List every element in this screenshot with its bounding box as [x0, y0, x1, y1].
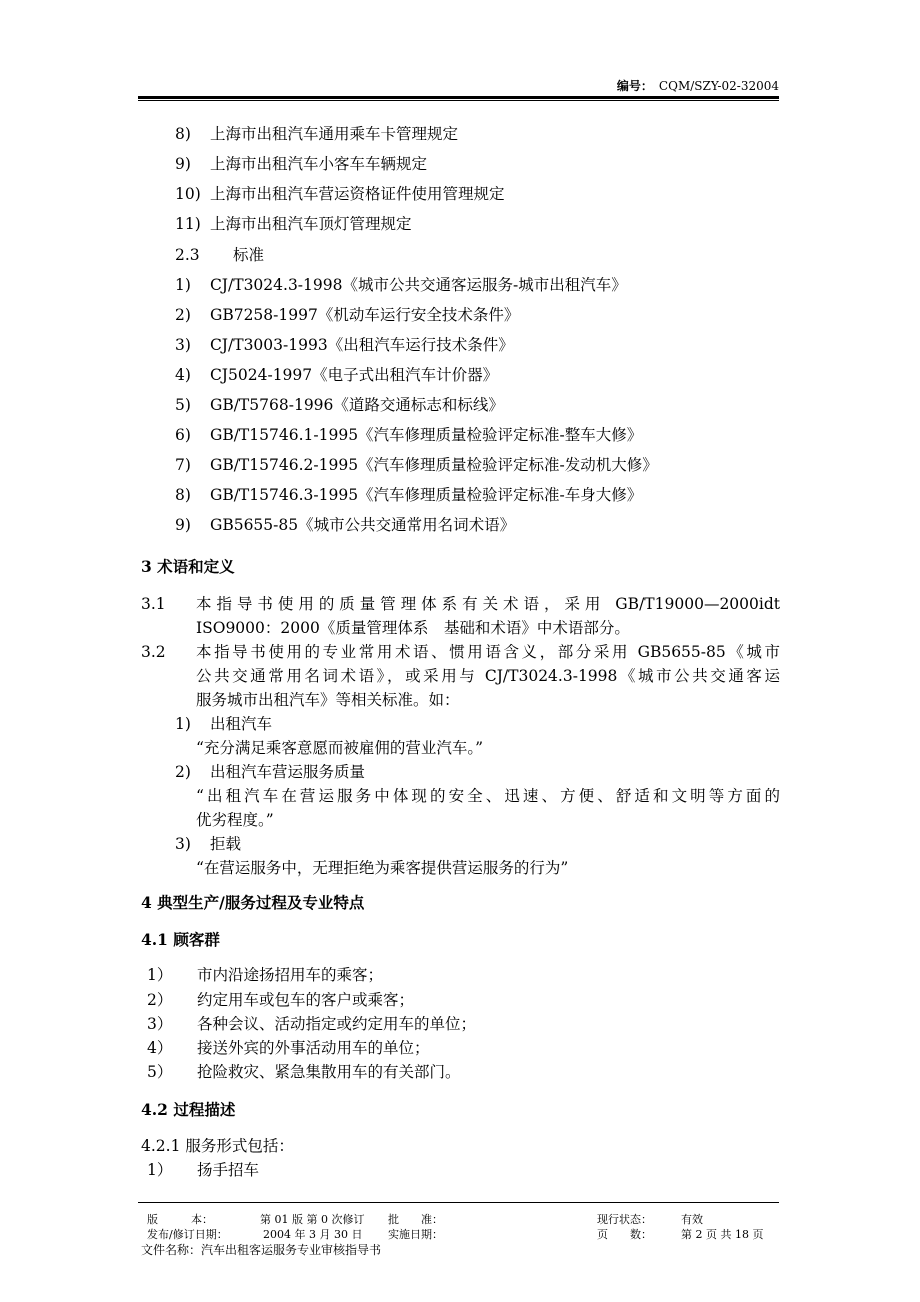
- list-item: 2） 约定用车或包车的客户或乘客；: [147, 991, 415, 1009]
- doc-code: [617, 77, 779, 94]
- header-rule-thin: [138, 100, 779, 101]
- section-3-title: 3 术语和定义: [141, 557, 235, 576]
- list-item: 8) 上海市出租汽车通用乘车卡管理规定: [175, 125, 458, 143]
- list-item: 10) 上海市出租汽车营运资格证件使用管理规定: [175, 185, 505, 203]
- list-item: 3) CJ/T3003-1993《出租汽车运行技术条件》: [175, 336, 514, 354]
- footer-pages-label: 页 数：: [597, 1228, 652, 1241]
- footer-impl-label: 实施日期：: [388, 1228, 443, 1241]
- term-item: 1) 出租汽车: [175, 715, 272, 733]
- term-definition: “出租汽车在营运服务中体现的安全、迅速、方便、舒适和文明等方面的: [196, 787, 780, 805]
- footer-date-value: 2004 年 3 月 30 日: [263, 1228, 363, 1241]
- footer-status-value: 有效: [681, 1213, 703, 1226]
- term-definition: “在营运服务中，无理拒绝为乘客提供营运服务的行为”: [196, 859, 569, 877]
- para-3-1-line: 本指导书使用的质量管理体系有关术语，采用 GB/T19000—2000idt: [196, 595, 780, 613]
- list-item: 6) GB/T15746.1-1995《汽车修理质量检验评定标准-整车大修》: [175, 426, 643, 444]
- term-definition: “充分满足乘客意愿而被雇佣的营业汽车。”: [196, 739, 484, 757]
- list-item: 1） 市内沿途扬招用车的乘客；: [147, 966, 384, 984]
- footer-approve-label: 批 准：: [388, 1213, 443, 1226]
- para-3-2-line: 本指导书使用的专业常用术语、惯用语含义，部分采用 GB5655-85《城市: [196, 643, 780, 661]
- list-item: 2) GB7258-1997《机动车运行安全技术条件》: [175, 306, 520, 324]
- doc-code-label: 编号：: [616, 79, 653, 93]
- para-3-2-line: 公共交通常用名词术语》，或采用与 CJ/T3024.3-1998《城市公共交通客运: [196, 667, 780, 685]
- footer-version-label: 版 本：: [147, 1213, 213, 1226]
- term-item: 2) 出租汽车营运服务质量: [175, 763, 365, 781]
- list-item: 1) CJ/T3024.3-1998《城市公共交通客运服务-城市出租汽车》: [175, 276, 627, 294]
- section-4-1-title: 4.1 顾客群: [141, 930, 220, 949]
- footer-date-label: 发布/修订日期：: [147, 1228, 228, 1241]
- para-3-2-line: 服务城市出租汽车》等相关标准。如：: [196, 691, 460, 709]
- list-item: 8) GB/T15746.3-1995《汽车修理质量检验评定标准-车身大修》: [175, 486, 643, 504]
- para-3-1-line: ISO9000：2000《质量管理体系 基础和术语》中术语部分。: [196, 619, 630, 637]
- para-3-1-num: 3.1: [141, 595, 166, 613]
- para-3-2-num: 3.2: [141, 643, 166, 661]
- list-item: 11) 上海市出租汽车顶灯管理规定: [175, 215, 412, 233]
- list-item: 4) CJ5024-1997《电子式出租汽车计价器》: [175, 366, 499, 384]
- list-item: 1） 扬手招车: [147, 1161, 260, 1179]
- section-4-2-title: 4.2 过程描述: [141, 1100, 236, 1119]
- standards-heading: 2.3 标准: [175, 246, 265, 264]
- footer-pages-value: 第 2 页 共 18 页: [681, 1228, 764, 1241]
- section-4-title: 4 典型生产/服务过程及专业特点: [141, 893, 365, 912]
- list-item: 5) GB/T5768-1996《道路交通标志和标线》: [175, 396, 504, 414]
- footer-filename: 文件名称：汽车出租客运服务专业审核指导书: [141, 1243, 382, 1257]
- list-item: 5） 抢险救灾、紧急集散用车的有关部门。: [147, 1063, 461, 1081]
- footer-status-label: 现行状态：: [597, 1213, 652, 1226]
- list-item: 9) GB5655-85《城市公共交通常用名词术语》: [175, 516, 516, 534]
- term-definition: 优劣程度。”: [196, 811, 274, 829]
- list-item: 3） 各种会议、活动指定或约定用车的单位；: [147, 1015, 477, 1033]
- list-item: 7) GB/T15746.2-1995《汽车修理质量检验评定标准-发动机大修》: [175, 456, 658, 474]
- list-item: 9) 上海市出租汽车小客车车辆规定: [175, 155, 427, 173]
- term-item: 3) 拒载: [175, 835, 241, 853]
- doc-code-value: CQM/SZY-02-32004: [658, 79, 779, 93]
- footer-version-value: 第 01 版 第 0 次修订: [260, 1213, 365, 1226]
- list-item: 4） 接送外宾的外事活动用车的单位；: [147, 1039, 430, 1057]
- subsection-4-2-1: 4.2.1 服务形式包括：: [141, 1137, 294, 1155]
- footer-rule: [138, 1202, 779, 1203]
- header-rule: [138, 96, 779, 99]
